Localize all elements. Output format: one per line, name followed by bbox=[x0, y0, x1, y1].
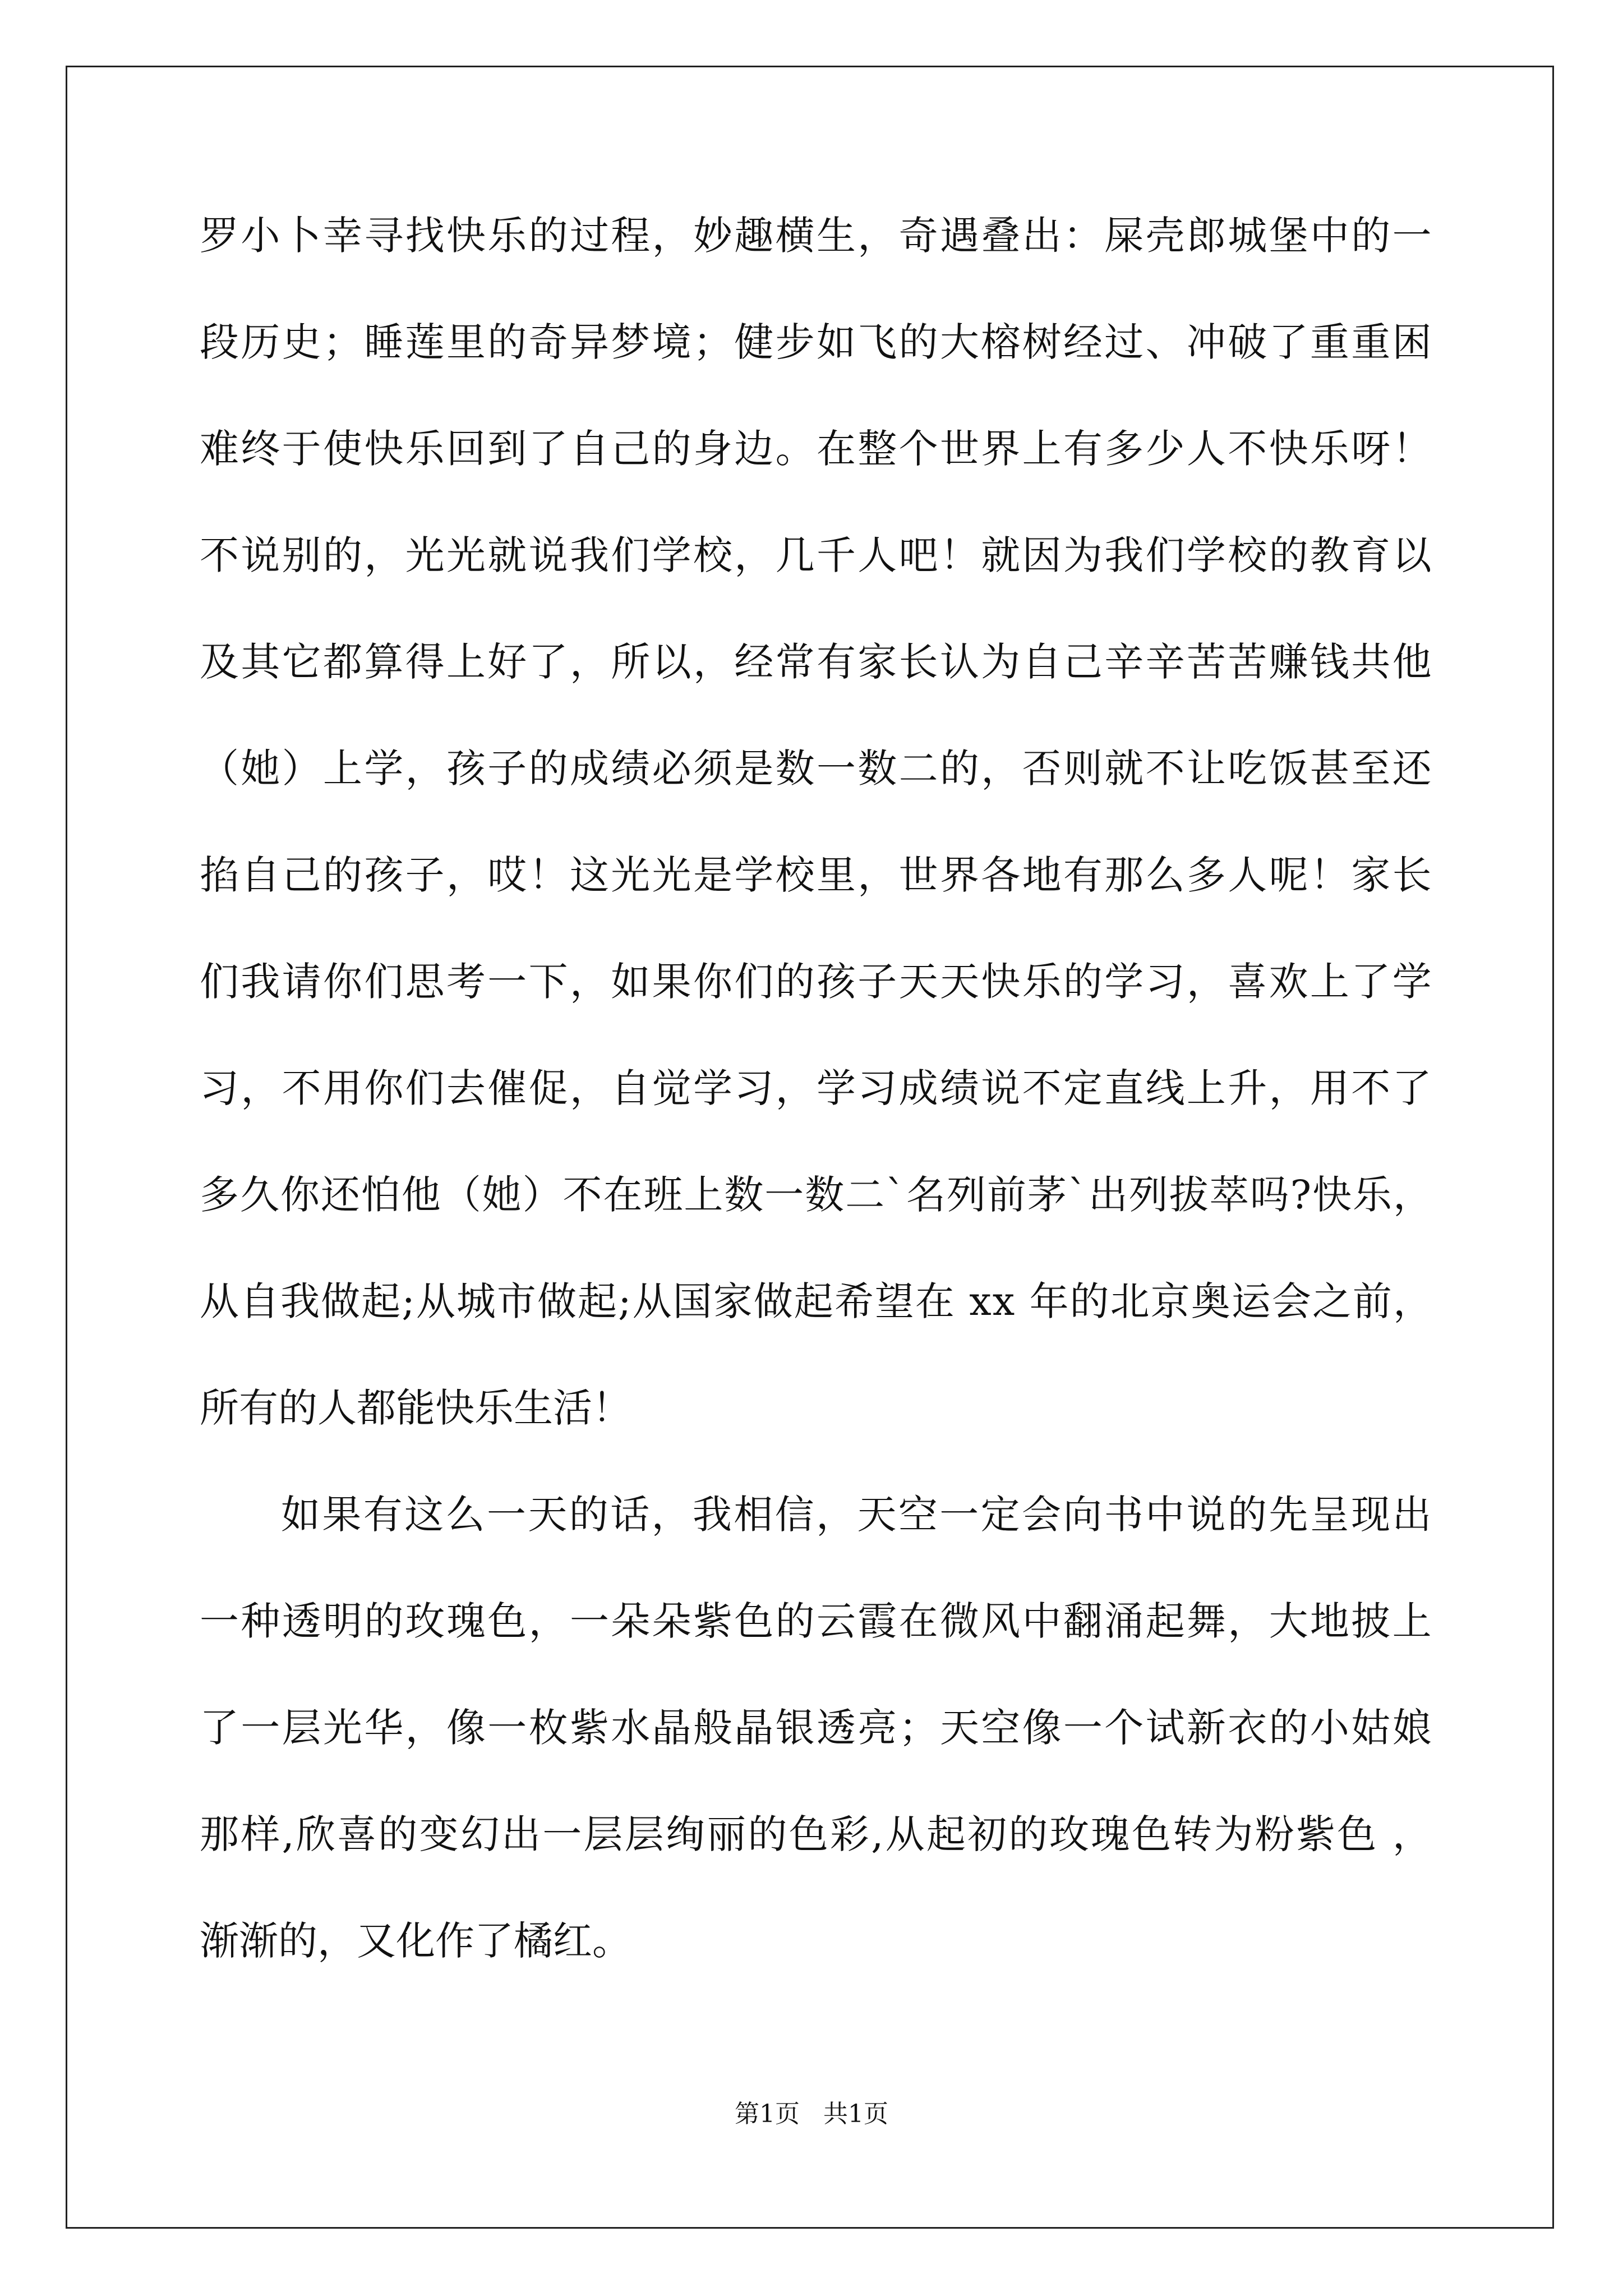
text-line: 罗小卜幸寻找快乐的过程，妙趣横生，奇遇叠出：屎壳郎城堡中的一 bbox=[200, 213, 1433, 259]
page-total: 共1页 bbox=[823, 2100, 888, 2128]
text-line: 如果有这么一天的话，我相信，天空一定会向书中说的先呈现出 bbox=[281, 1492, 1433, 1538]
text-line: 多久你还怕他（她）不在班上数一数二`名列前茅`出列拔萃吗?快乐， bbox=[200, 1172, 1433, 1218]
text-line: 从自我做起;从城市做起;从国家做起希望在 xx 年的北京奥运会之前， bbox=[200, 1278, 1433, 1324]
text-line: 段历史；睡莲里的奇异梦境；健步如飞的大榕树经过、冲破了重重困 bbox=[200, 319, 1433, 365]
text-line: 不说别的，光光就说我们学校，几千人吧！就因为我们学校的教育以 bbox=[200, 532, 1433, 578]
text-line: 掐自己的孩子，哎！这光光是学校里，世界各地有那么多人呢！家长 bbox=[200, 852, 1433, 898]
text-line: 渐渐的，又化作了橘红。 bbox=[200, 1918, 631, 1964]
page-number: 第1页 bbox=[735, 2100, 800, 2128]
text-line: 那样,欣喜的变幻出一层层绚丽的色彩,从起初的玫瑰色转为粉紫色 ， bbox=[200, 1811, 1434, 1857]
text-line: （她）上学，孩子的成绩必须是数一数二的，否则就不让吃饭甚至还 bbox=[200, 746, 1433, 792]
text-line: 一种透明的玫瑰色，一朵朵紫色的云霞在微风中翻涌起舞，大地披上 bbox=[200, 1598, 1433, 1644]
text-line: 们我请你们思考一下，如果你们的孩子天天快乐的学习，喜欢上了学 bbox=[200, 959, 1433, 1005]
document-body bbox=[200, 208, 1433, 2019]
text-line: 了一层光华，像一枚紫水晶般晶银透亮；天空像一个试新衣的小姑娘 bbox=[200, 1705, 1433, 1751]
text-line: 及其它都算得上好了，所以，经常有家长认为自己辛辛苦苦赚钱共他 bbox=[200, 639, 1433, 685]
text-line: 难终于使快乐回到了自己的身边。在整个世界上有多少人不快乐呀！ bbox=[200, 426, 1433, 472]
text-line: 所有的人都能快乐生活！ bbox=[200, 1385, 631, 1431]
page-footer bbox=[0, 2093, 1623, 2129]
text-line: 习，不用你们去催促，自觉学习，学习成绩说不定直线上升，用不了 bbox=[200, 1065, 1433, 1111]
